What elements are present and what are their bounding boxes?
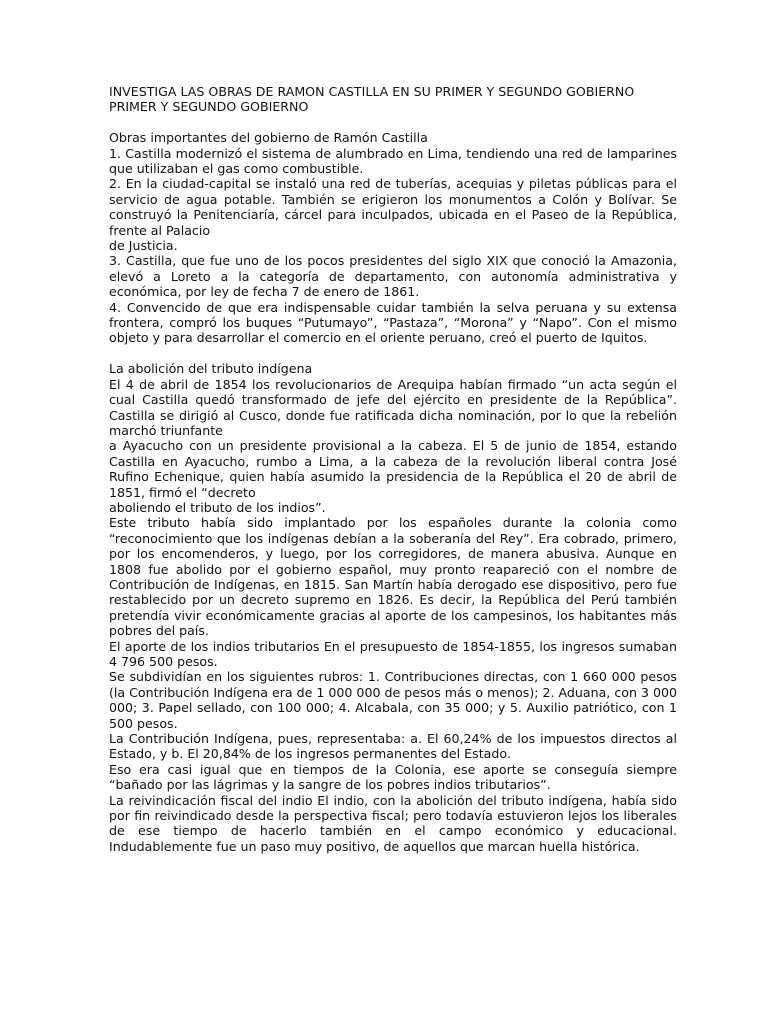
paragraph: La Contribución Indígena, pues, representaba: a. El 60,24% de los impuestos directos al Estado, y b. El 20,84% de los ingresos permanentes del Estado. (109, 731, 677, 762)
list-item: 4. Convencido de que era indispensable cuidar también la selva peruana y su extensa frontera, compró los buques “Putumayo”, “Pastaza”, “Morona” y “Napo”. Con el mismo objeto y para desarrollar el comercio en el oriente peruano, creó el puerto de Iquitos. (109, 299, 677, 346)
document-subtitle: PRIMER Y SEGUNDO GOBIERNO (109, 99, 309, 115)
paragraph: Este tributo había sido implantado por los españoles durante la colonia como “reconocimiento que los indígenas debían a la soberanía del Rey”. Era cobrado, primero, por los encomenderos, y luego, por los corregidores, de manera abusiva. Aunque en 1808 fue abolido por el gobierno español, muy pronto reapareció con el nombre de Contribución de Indígenas, en 1815. San Martín había derogado ese dispositivo, pero fue restablecido por un decreto supremo en 1826. Es decir, la República del Perú también pretendía vivir económicamente gracias al aporte de los campesinos, los habitantes más pobres del país. (109, 515, 677, 639)
spacer (109, 115, 677, 130)
section-heading: La abolición del tributo indígena (109, 361, 313, 377)
spacer (109, 346, 677, 361)
section-heading: Obras importantes del gobierno de Ramón Castilla (109, 130, 428, 146)
paragraph: a Ayacucho con un presidente provisional a la cabeza. El 5 de junio de 1854, estando Castilla en Ayacucho, rumbo a Lima, a la cabeza de la revolución liberal contra José Rufino Echenique, quien había asumido la presidencia de la República el 20 de abril de 1851, firmó el “decreto (109, 438, 677, 500)
paragraph: El 4 de abril de 1854 los revolucionarios de Arequipa habían firmado “un acta según el cual Castilla quedó transformado de jefe del ejército en presidente de la República”. Castilla se dirigió al Cusco, donde fue ratificada dicha nominación, por lo que la rebelión marchó triunfante (109, 376, 677, 438)
paragraph: El aporte de los indios tributarios En el presupuesto de 1854-1855, los ingresos sumaban 4 796 500 pesos. (109, 638, 677, 669)
list-item: 1. Castilla modernizó el sistema de alumbrado en Lima, tendiendo una red de lamparines que utilizaban el gas como combustible. (109, 145, 677, 177)
paragraph: Eso era casi igual que en tiempos de la Colonia, ese aporte se conseguía siempre “bañado por las lágrimas y la sangre de los pobres indios tributarios”. (109, 761, 677, 793)
list-item: de Justicia. (109, 238, 178, 254)
paragraph: La reivindicación fiscal del indio El indio, con la abolición del tributo indígena, había sido por fin reivindicado desde la perspectiva fiscal; pero todavía estuvieron lejos los liberales de ese tiempo de hacerlo también en el campo económico y educacional. Indudablemente fue un paso muy positivo, de aquellos que marcan huella histórica. (109, 792, 677, 854)
document-title: INVESTIGA LAS OBRAS DE RAMON CASTILLA EN SU PRIMER Y SEGUNDO GOBIERNO (109, 84, 635, 99)
list-item: 3. Castilla, que fue uno de los pocos presidentes del siglo XIX que conoció la Amazonia, elevó a Loreto a la categoría de departamento, con autonomía administrativa y económica, por ley de fecha 7 de enero de 1861. (109, 253, 677, 300)
paragraph: Se subdividían en los siguientes rubros: 1. Contribuciones directas, con 1 660 000 pesos (la Contribución Indígena era de 1 000 000 de pesos más o menos); 2. Aduana, con 3 000 000; 3. Papel sellado, con 100 000; 4. Alcabala, con 35 000; y 5. Auxilio patriótico, con 1 500 pesos. (109, 669, 677, 731)
paragraph: aboliendo el tributo de los indios”. (109, 499, 326, 515)
document-body (109, 84, 677, 854)
list-item: 2. En la ciudad-capital se instaló una red de tuberías, acequias y piletas públicas para el servicio de agua potable. También se erigieron los monumentos a Colón y Bolívar. Se construyó la Penitenciaría, cárcel para inculpados, ubicada en el Paseo de la República, frente al Palacio (109, 176, 677, 238)
